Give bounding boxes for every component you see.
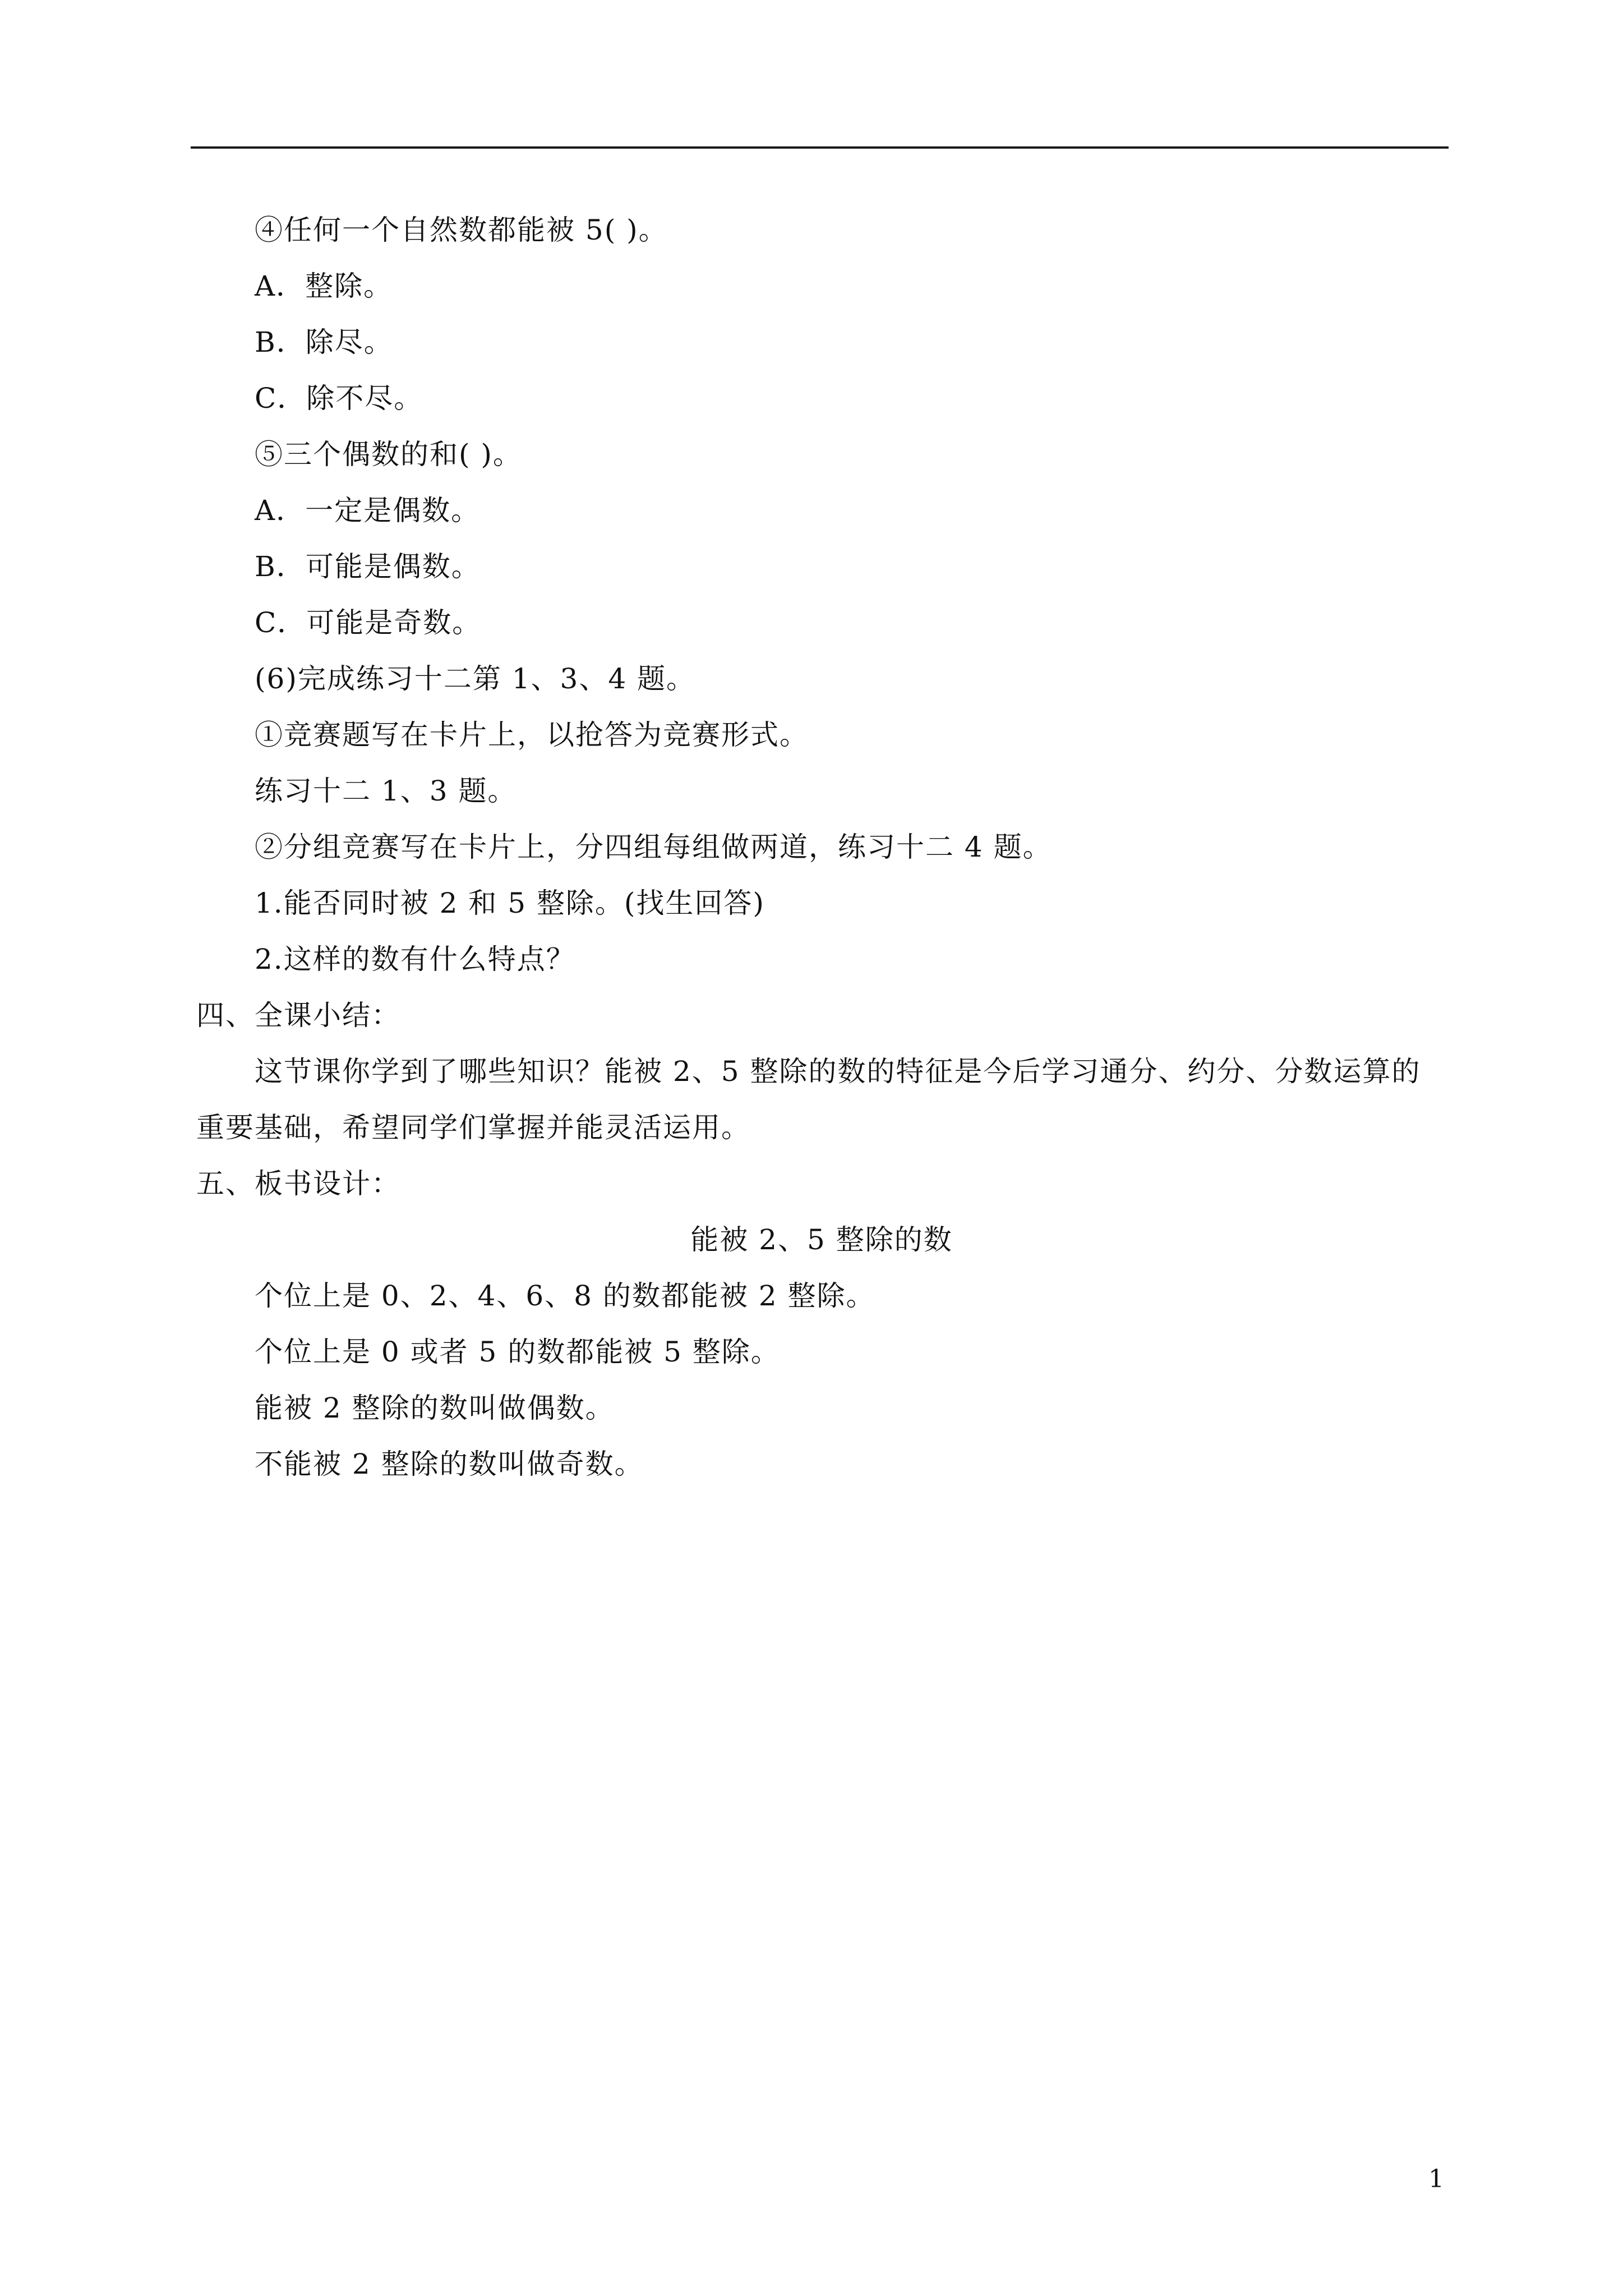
question-4-option-c: C．除不尽。 <box>255 382 423 415</box>
question-5-option-c: C．可能是奇数。 <box>255 606 482 639</box>
question-4-option-a: A．整除。 <box>255 270 393 302</box>
document-body <box>196 202 1447 1492</box>
board-line: 不能被 2 整除的数叫做奇数。 <box>255 1448 644 1480</box>
exercise-6-item-2: ②分组竞赛写在卡片上，分四组每组做两道，练习十二 4 题。 <box>255 831 1052 863</box>
page-number: 1 <box>1428 2165 1444 2193</box>
question-5-option-a: A．一定是偶数。 <box>255 494 481 527</box>
section-4-paragraph: 这节课你学到了哪些知识？能被 2、5 整除的数的特征是今后学习通分、约分、分数运算的重要基础，希望同学们掌握并能灵活运用。 <box>196 1055 1421 1144</box>
section-4-heading: 四、全课小结： <box>196 999 400 1032</box>
question-5-option-b: B．可能是偶数。 <box>255 550 481 583</box>
board-line: 能被 2 整除的数叫做偶数。 <box>255 1392 615 1424</box>
header-rule <box>191 146 1449 149</box>
board-line: 个位上是 0、2、4、6、8 的数都能被 2 整除。 <box>255 1280 875 1312</box>
section-5-heading: 五、板书设计： <box>196 1167 400 1200</box>
question-4-option-b: B．除尽。 <box>255 326 393 358</box>
exercise-6-question-1: 1.能否同时被 2 和 5 整除。(找生回答) <box>255 887 765 919</box>
question-5-stem: ⑤三个偶数的和( )。 <box>255 438 522 471</box>
board-line: 个位上是 0 或者 5 的数都能被 5 整除。 <box>255 1336 780 1368</box>
question-4-stem: ④任何一个自然数都能被 5( )。 <box>255 214 668 246</box>
board-title: 能被 2、5 整除的数 <box>690 1223 953 1256</box>
exercise-6-title: (6)完成练习十二第 1、3、4 题。 <box>255 662 696 695</box>
exercise-6-item-1-detail: 练习十二 1、3 题。 <box>255 775 517 807</box>
exercise-6-item-1: ①竞赛题写在卡片上，以抢答为竞赛形式。 <box>255 719 809 751</box>
exercise-6-question-2: 2.这样的数有什么特点？ <box>255 943 575 976</box>
